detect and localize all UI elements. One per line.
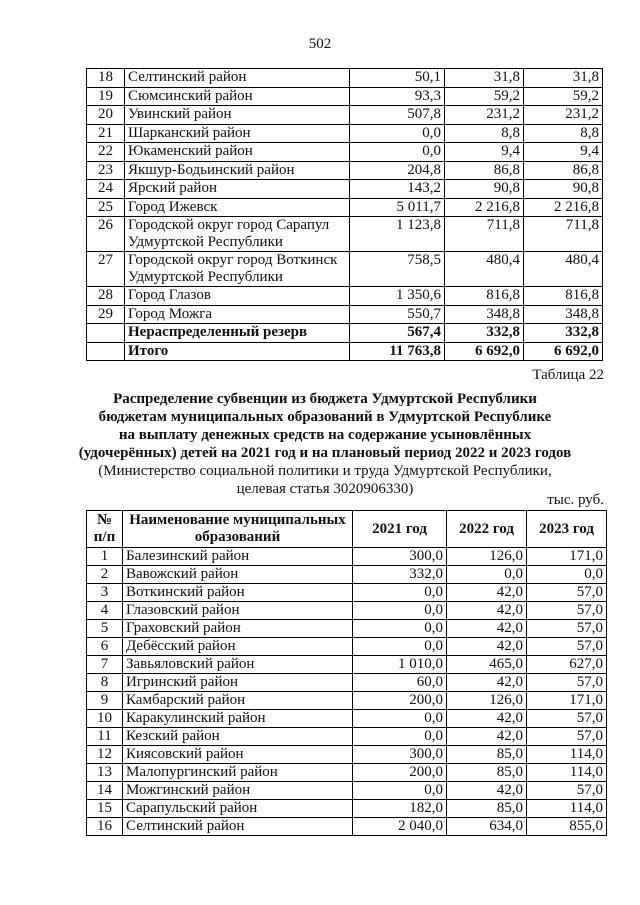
value-2023: 59,2 [524,87,603,106]
value-2022: 42,0 [447,584,527,602]
value-2022: 42,0 [447,728,527,746]
table-row [87,106,603,125]
value-2021: 1 010,0 [353,656,447,674]
title-line: (удочерённых) детей на 2021 год и на плановый период 2022 и 2023 годов [78,445,572,461]
row-number: 26 [87,217,125,252]
value-2023: 9,4 [524,143,603,162]
value-2021: 0,0 [353,584,447,602]
table-row [87,217,603,252]
table-row [87,198,603,217]
value-2021: 0,0 [353,638,447,656]
value-2021: 0,0 [350,143,445,162]
value-2023: 711,8 [524,217,603,252]
row-name: Город Можга [125,305,350,324]
header-2022: 2022 год [447,511,527,548]
value-2022: 85,0 [447,764,527,782]
value-2022: 231,2 [445,106,524,125]
value-2022: 348,8 [445,305,524,324]
value-2023: 231,2 [524,106,603,125]
row-name: Якшур-Бодьинский район [125,161,350,180]
title-line: бюджетам муниципальных образований в Удмуртской Республике [98,409,552,425]
table-title [60,390,590,498]
table-row [87,69,603,88]
value-2022: 711,8 [445,217,524,252]
row-name: Шарканский район [125,124,350,143]
value-2022: 126,0 [447,548,527,566]
total-2023: 6 692,0 [524,342,603,361]
table-row [87,782,607,800]
row-name: Каракулинский район [123,710,353,728]
value-2022: 42,0 [447,782,527,800]
table-row [87,818,607,836]
value-2022: 42,0 [447,674,527,692]
value-2023: 480,4 [524,252,603,287]
row-number: 7 [87,656,123,674]
value-2023: 171,0 [527,692,607,710]
value-2021: 0,0 [350,124,445,143]
units-label: тыс. руб. [547,492,604,508]
value-2022: 86,8 [445,161,524,180]
table-row [87,180,603,199]
value-2021: 200,0 [353,764,447,782]
value-2023: 31,8 [524,69,603,88]
row-name: Камбарский район [123,692,353,710]
row-number: 12 [87,746,123,764]
value-2021: 300,0 [353,746,447,764]
subtitle-line: целевая статья 3020906330) [236,481,414,497]
table-row [87,638,607,656]
value-2023: 114,0 [527,800,607,818]
value-2021: 204,8 [350,161,445,180]
row-name: Селтинский район [125,69,350,88]
table-22 [86,510,607,836]
value-2021: 332,0 [353,566,447,584]
reserve-2022: 332,8 [445,324,524,343]
row-name: Можгинский район [123,782,353,800]
row-number: 28 [87,287,125,306]
value-2021: 0,0 [353,620,447,638]
row-number: 2 [87,566,123,584]
row-name: Город Глазов [125,287,350,306]
value-2021: 60,0 [353,674,447,692]
row-name: Глазовский район [123,602,353,620]
value-2023: 0,0 [527,566,607,584]
table-row [87,746,607,764]
table-row [87,161,603,180]
table-row [87,124,603,143]
row-name: Сарапульский район [123,800,353,818]
row-number: 6 [87,638,123,656]
row-name: Дебёсский район [123,638,353,656]
header-name: Наименование муниципальных образований [123,511,353,548]
value-2022: 42,0 [447,710,527,728]
row-name: Сюмсинский район [125,87,350,106]
table-row [87,87,603,106]
table-header-row [87,511,607,548]
value-2022: 90,8 [445,180,524,199]
table-row [87,620,607,638]
row-number-empty [87,324,125,343]
value-2023: 57,0 [527,602,607,620]
row-number: 15 [87,800,123,818]
value-2022: 0,0 [447,566,527,584]
value-2021: 1 350,6 [350,287,445,306]
value-2022: 8,8 [445,124,524,143]
row-number: 13 [87,764,123,782]
row-name: Вавожский район [123,566,353,584]
value-2021: 507,8 [350,106,445,125]
value-2022: 816,8 [445,287,524,306]
value-2023: 57,0 [527,620,607,638]
row-number: 29 [87,305,125,324]
row-number: 16 [87,818,123,836]
value-2022: 85,0 [447,800,527,818]
value-2023: 627,0 [527,656,607,674]
row-name: Юкаменский район [125,143,350,162]
table-row [87,143,603,162]
row-name: Воткинский район [123,584,353,602]
value-2021: 143,2 [350,180,445,199]
title-line: Распределение субвенции из бюджета Удмуртской Республики [113,391,537,407]
table-label: Таблица 22 [532,367,604,383]
table-row [87,764,607,782]
value-2023: 114,0 [527,746,607,764]
row-name: Город Ижевск [125,198,350,217]
table-row [87,800,607,818]
header-number: № п/п [87,511,123,548]
total-label: Итого [125,342,350,361]
reserve-row [87,324,603,343]
reserve-2021: 567,4 [350,324,445,343]
table-row [87,566,607,584]
value-2022: 42,0 [447,602,527,620]
value-2023: 816,8 [524,287,603,306]
row-name: Городской округ город Воткинск Удмуртской Республики [125,252,350,287]
value-2022: 2 216,8 [445,198,524,217]
value-2021: 758,5 [350,252,445,287]
row-number: 5 [87,620,123,638]
row-number: 23 [87,161,125,180]
value-2021: 300,0 [353,548,447,566]
row-name: Киясовский район [123,746,353,764]
table-row [87,305,603,324]
value-2023: 86,8 [524,161,603,180]
total-2022: 6 692,0 [445,342,524,361]
table-row [87,728,607,746]
value-2021: 200,0 [353,692,447,710]
row-name: Селтинский район [123,818,353,836]
value-2022: 59,2 [445,87,524,106]
row-name: Граховский район [123,620,353,638]
subtitle-line: (Министерство социальной политики и труда Удмуртской Республики, [98,463,552,479]
value-2022: 42,0 [447,620,527,638]
total-2021: 11 763,8 [350,342,445,361]
total-row [87,342,603,361]
value-2023: 114,0 [527,764,607,782]
row-number: 9 [87,692,123,710]
row-number: 25 [87,198,125,217]
table-row [87,548,607,566]
value-2023: 348,8 [524,305,603,324]
value-2023: 57,0 [527,782,607,800]
row-number: 1 [87,548,123,566]
row-name: Городской округ город Сарапул Удмуртской Республики [125,217,350,252]
table-row [87,656,607,674]
value-2022: 465,0 [447,656,527,674]
value-2022: 31,8 [445,69,524,88]
value-2022: 480,4 [445,252,524,287]
row-name: Балезинский район [123,548,353,566]
row-name: Увинский район [125,106,350,125]
value-2021: 5 011,7 [350,198,445,217]
value-2022: 85,0 [447,746,527,764]
row-name: Кезский район [123,728,353,746]
value-2022: 126,0 [447,692,527,710]
table-21-continuation [86,68,603,361]
table-row [87,602,607,620]
reserve-2023: 332,8 [524,324,603,343]
row-number-empty [87,342,125,361]
row-number: 4 [87,602,123,620]
table-row [87,584,607,602]
value-2021: 0,0 [353,710,447,728]
row-number: 19 [87,87,125,106]
title-line: на выплату денежных средств на содержание усыновлённых [118,427,532,443]
value-2021: 1 123,8 [350,217,445,252]
value-2023: 57,0 [527,728,607,746]
row-number: 8 [87,674,123,692]
table-row [87,252,603,287]
value-2023: 57,0 [527,638,607,656]
table-row [87,287,603,306]
row-name: Малопургинский район [123,764,353,782]
value-2023: 90,8 [524,180,603,199]
table-row [87,710,607,728]
value-2023: 2 216,8 [524,198,603,217]
value-2023: 57,0 [527,710,607,728]
row-number: 24 [87,180,125,199]
reserve-label: Нераспределенный резерв [125,324,350,343]
value-2022: 9,4 [445,143,524,162]
row-number: 27 [87,252,125,287]
value-2022: 42,0 [447,638,527,656]
value-2021: 550,7 [350,305,445,324]
row-number: 21 [87,124,125,143]
value-2021: 0,0 [353,782,447,800]
header-2021: 2021 год [353,511,447,548]
row-number: 20 [87,106,125,125]
table-row [87,692,607,710]
row-number: 22 [87,143,125,162]
row-number: 11 [87,728,123,746]
page-number: 502 [308,36,332,52]
row-name: Завьяловский район [123,656,353,674]
row-number: 10 [87,710,123,728]
row-name: Игринский район [123,674,353,692]
value-2023: 8,8 [524,124,603,143]
value-2021: 0,0 [353,602,447,620]
table-row [87,674,607,692]
value-2023: 57,0 [527,584,607,602]
value-2021: 2 040,0 [353,818,447,836]
row-name: Ярский район [125,180,350,199]
value-2023: 855,0 [527,818,607,836]
value-2022: 634,0 [447,818,527,836]
value-2023: 171,0 [527,548,607,566]
row-number: 14 [87,782,123,800]
header-2023: 2023 год [527,511,607,548]
row-number: 18 [87,69,125,88]
row-number: 3 [87,584,123,602]
value-2021: 50,1 [350,69,445,88]
value-2021: 0,0 [353,728,447,746]
value-2021: 182,0 [353,800,447,818]
value-2021: 93,3 [350,87,445,106]
value-2023: 57,0 [527,674,607,692]
